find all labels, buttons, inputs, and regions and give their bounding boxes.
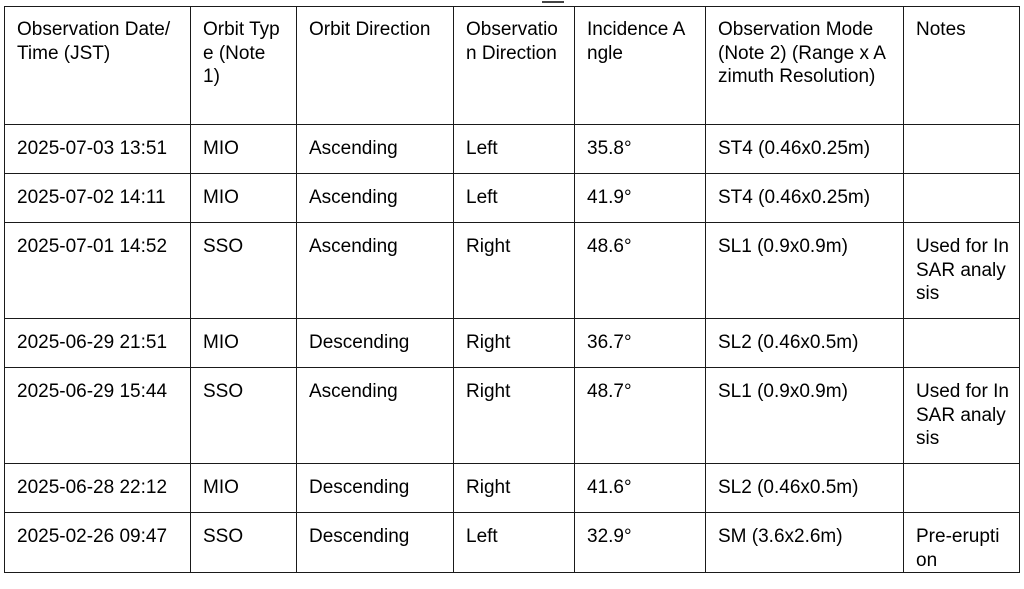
cell-observation-mode: ST4 (0.46x0.25m) xyxy=(706,174,904,223)
table-header-row xyxy=(5,7,1020,125)
header-observation-mode: Observation Mode (Note 2) (Range x Azimuth Resolution) xyxy=(706,7,904,125)
table-row xyxy=(5,464,1020,513)
cell-datetime: 2025-06-29 15:44 xyxy=(5,368,191,464)
cell-incidence-angle: 36.7° xyxy=(575,319,706,368)
cell-observation-direction: Left xyxy=(454,513,575,573)
cell-notes xyxy=(904,464,1020,513)
cell-observation-direction: Left xyxy=(454,125,575,174)
header-notes: Notes xyxy=(904,7,1020,125)
header-incidence-angle: Incidence Angle xyxy=(575,7,706,125)
cell-observation-mode: SL2 (0.46x0.5m) xyxy=(706,464,904,513)
cell-datetime: 2025-07-01 14:52 xyxy=(5,223,191,319)
observation-table xyxy=(4,6,1020,573)
clipped-text-fragment xyxy=(542,0,564,4)
cell-observation-mode: ST4 (0.46x0.25m) xyxy=(706,125,904,174)
cell-orbit-type: SSO xyxy=(191,368,297,464)
header-orbit-direction: Orbit Direction xyxy=(297,7,454,125)
header-orbit-type: Orbit Type (Note 1) xyxy=(191,7,297,125)
cell-notes: Used for InSAR analysis xyxy=(904,223,1020,319)
cell-incidence-angle: 41.9° xyxy=(575,174,706,223)
cell-incidence-angle: 48.7° xyxy=(575,368,706,464)
cell-incidence-angle: 41.6° xyxy=(575,464,706,513)
header-observation-datetime: Observation Date/Time (JST) xyxy=(5,7,191,125)
cell-observation-direction: Right xyxy=(454,223,575,319)
cell-notes xyxy=(904,125,1020,174)
cell-orbit-direction: Descending xyxy=(297,513,454,573)
table-row xyxy=(5,125,1020,174)
table-row xyxy=(5,223,1020,319)
cell-incidence-angle: 35.8° xyxy=(575,125,706,174)
cell-incidence-angle: 32.9° xyxy=(575,513,706,573)
cell-orbit-direction: Ascending xyxy=(297,368,454,464)
cell-observation-mode: SL1 (0.9x0.9m) xyxy=(706,368,904,464)
cell-datetime: 2025-06-28 22:12 xyxy=(5,464,191,513)
cell-observation-direction: Right xyxy=(454,368,575,464)
cell-orbit-direction: Descending xyxy=(297,319,454,368)
cell-orbit-direction: Descending xyxy=(297,464,454,513)
cell-orbit-type: MIO xyxy=(191,464,297,513)
cell-orbit-direction: Ascending xyxy=(297,174,454,223)
table-row xyxy=(5,368,1020,464)
table-row xyxy=(5,174,1020,223)
cell-observation-direction: Right xyxy=(454,319,575,368)
table-row xyxy=(5,319,1020,368)
cell-orbit-type: MIO xyxy=(191,125,297,174)
cell-datetime: 2025-06-29 21:51 xyxy=(5,319,191,368)
cell-observation-mode: SL2 (0.46x0.5m) xyxy=(706,319,904,368)
cell-notes xyxy=(904,174,1020,223)
cell-notes xyxy=(904,319,1020,368)
cell-observation-direction: Left xyxy=(454,174,575,223)
cell-orbit-direction: Ascending xyxy=(297,125,454,174)
cell-datetime: 2025-07-03 13:51 xyxy=(5,125,191,174)
cell-orbit-type: SSO xyxy=(191,513,297,573)
cell-orbit-type: MIO xyxy=(191,174,297,223)
cell-incidence-angle: 48.6° xyxy=(575,223,706,319)
cell-observation-mode: SL1 (0.9x0.9m) xyxy=(706,223,904,319)
cell-orbit-direction: Ascending xyxy=(297,223,454,319)
cell-observation-mode: SM (3.6x2.6m) xyxy=(706,513,904,573)
cell-orbit-type: MIO xyxy=(191,319,297,368)
header-observation-direction: Observation Direction xyxy=(454,7,575,125)
cell-datetime: 2025-07-02 14:11 xyxy=(5,174,191,223)
cell-notes: Pre-eruption xyxy=(904,513,1020,573)
cell-observation-direction: Right xyxy=(454,464,575,513)
cell-notes: Used for InSAR analysis xyxy=(904,368,1020,464)
table-row xyxy=(5,513,1020,573)
cell-datetime: 2025-02-26 09:47 xyxy=(5,513,191,573)
cell-orbit-type: SSO xyxy=(191,223,297,319)
